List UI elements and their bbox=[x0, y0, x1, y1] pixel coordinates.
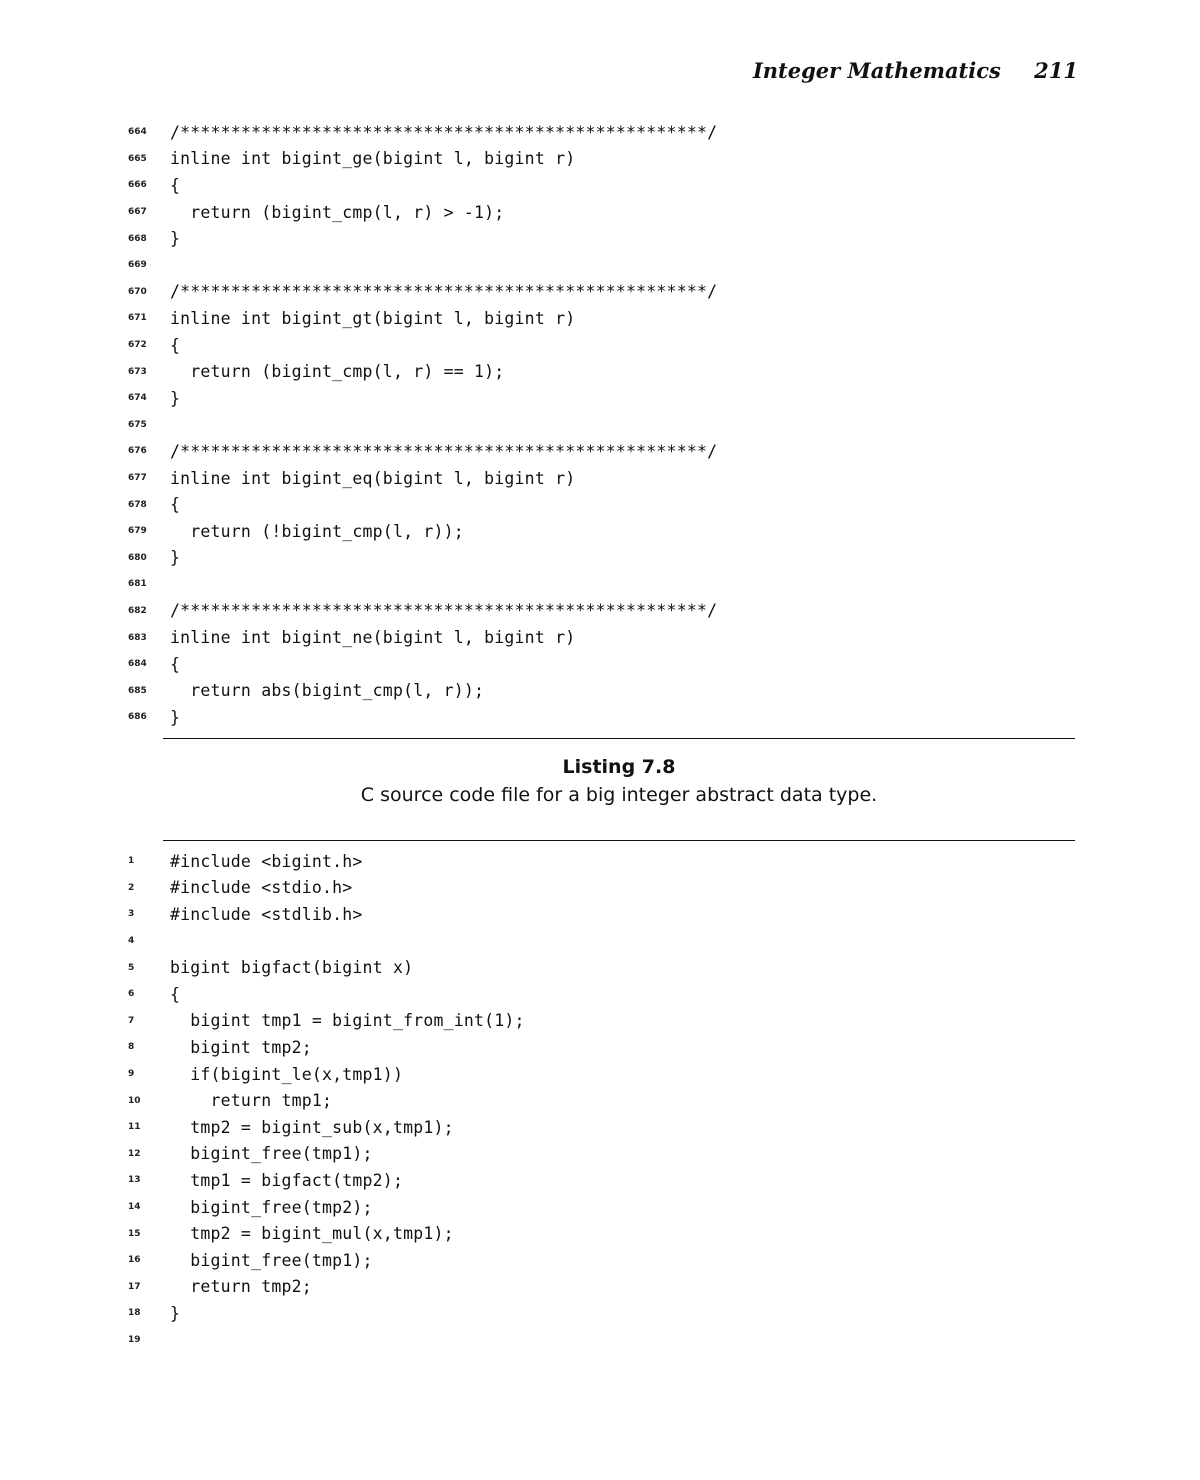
listing-start-rule bbox=[163, 840, 1075, 841]
line-number: 680 bbox=[128, 552, 147, 563]
line-number: 686 bbox=[128, 712, 147, 723]
code-line bbox=[128, 305, 1078, 332]
page-number: 211 bbox=[1034, 58, 1078, 83]
code-text: return tmp1; bbox=[170, 1091, 333, 1111]
code-line bbox=[128, 571, 1078, 598]
running-head bbox=[753, 58, 1078, 83]
code-text: return (bigint_cmp(l, r) == 1); bbox=[170, 362, 505, 382]
line-number: 671 bbox=[128, 313, 147, 324]
line-number: 678 bbox=[128, 499, 147, 510]
code-text: inline int bigint_ge(bigint l, bigint r) bbox=[170, 149, 576, 169]
code-line bbox=[128, 928, 1078, 955]
line-number: 12 bbox=[128, 1148, 141, 1159]
code-line bbox=[128, 465, 1078, 492]
code-text: bigint_free(tmp1); bbox=[170, 1144, 373, 1164]
line-number: 681 bbox=[128, 579, 147, 590]
code-text: } bbox=[170, 707, 181, 727]
code-text: } bbox=[170, 388, 181, 408]
code-line bbox=[128, 954, 1078, 981]
line-number: 664 bbox=[128, 127, 147, 138]
code-text: bigint tmp1 = bigint_from_int(1); bbox=[170, 1011, 525, 1031]
line-number: 676 bbox=[128, 446, 147, 457]
code-text: /****************************************************/ bbox=[170, 601, 718, 621]
code-line bbox=[128, 1327, 1078, 1354]
code-text: } bbox=[170, 229, 181, 249]
code-text: { bbox=[170, 175, 181, 195]
listing-caption: C source code file for a big integer abstract data type. bbox=[360, 784, 878, 806]
code-line bbox=[128, 545, 1078, 572]
code-line bbox=[128, 624, 1078, 651]
code-text: return (bigint_cmp(l, r) > -1); bbox=[170, 202, 505, 222]
line-number: 19 bbox=[128, 1334, 141, 1345]
code-text: inline int bigint_eq(bigint l, bigint r) bbox=[170, 468, 576, 488]
code-line bbox=[128, 901, 1078, 928]
code-text: } bbox=[170, 548, 181, 568]
line-number: 665 bbox=[128, 153, 147, 164]
code-line bbox=[128, 385, 1078, 412]
code-listing-continued bbox=[128, 119, 1078, 731]
code-text: tmp2 = bigint_sub(x,tmp1); bbox=[170, 1117, 454, 1137]
code-text: bigint_free(tmp1); bbox=[170, 1250, 373, 1270]
line-number: 4 bbox=[128, 936, 135, 947]
line-number: 5 bbox=[128, 962, 135, 973]
code-text: tmp2 = bigint_mul(x,tmp1); bbox=[170, 1224, 454, 1244]
code-line bbox=[128, 1220, 1078, 1247]
code-line bbox=[128, 598, 1078, 625]
code-text: } bbox=[170, 1303, 181, 1323]
line-number: 2 bbox=[128, 882, 135, 893]
line-number: 668 bbox=[128, 233, 147, 244]
code-line bbox=[128, 981, 1078, 1008]
code-text: bigint bigfact(bigint x) bbox=[170, 958, 414, 978]
code-text: { bbox=[170, 495, 181, 515]
code-line bbox=[128, 1167, 1078, 1194]
code-line bbox=[128, 1141, 1078, 1168]
code-text: #include <stdlib.h> bbox=[170, 904, 363, 924]
line-number: 674 bbox=[128, 393, 147, 404]
code-line bbox=[128, 119, 1078, 146]
line-number: 16 bbox=[128, 1255, 141, 1266]
line-number: 672 bbox=[128, 340, 147, 351]
code-line bbox=[128, 146, 1078, 173]
line-number: 685 bbox=[128, 685, 147, 696]
line-number: 675 bbox=[128, 419, 147, 430]
listing-end-rule bbox=[163, 738, 1075, 739]
code-line bbox=[128, 252, 1078, 279]
code-line bbox=[128, 875, 1078, 902]
line-number: 679 bbox=[128, 526, 147, 537]
line-number: 667 bbox=[128, 207, 147, 218]
code-line bbox=[128, 518, 1078, 545]
line-number: 673 bbox=[128, 366, 147, 377]
code-line bbox=[128, 225, 1078, 252]
line-number: 666 bbox=[128, 180, 147, 191]
code-text: { bbox=[170, 984, 181, 1004]
code-line bbox=[128, 1034, 1078, 1061]
code-line bbox=[128, 1247, 1078, 1274]
line-number: 7 bbox=[128, 1015, 135, 1026]
code-line bbox=[128, 438, 1078, 465]
code-text: inline int bigint_ne(bigint l, bigint r) bbox=[170, 628, 576, 648]
code-line bbox=[128, 1008, 1078, 1035]
code-text: bigint_free(tmp2); bbox=[170, 1197, 373, 1217]
code-text: if(bigint_le(x,tmp1)) bbox=[170, 1064, 404, 1084]
code-line bbox=[128, 1274, 1078, 1301]
code-line bbox=[128, 1194, 1078, 1221]
code-line bbox=[128, 704, 1078, 731]
code-line bbox=[128, 199, 1078, 226]
code-listing-7-8 bbox=[128, 848, 1078, 1353]
line-number: 683 bbox=[128, 632, 147, 643]
line-number: 9 bbox=[128, 1069, 135, 1080]
code-line bbox=[128, 491, 1078, 518]
code-line bbox=[128, 1061, 1078, 1088]
code-text: tmp1 = bigfact(tmp2); bbox=[170, 1170, 404, 1190]
code-line bbox=[128, 279, 1078, 306]
code-line bbox=[128, 1114, 1078, 1141]
line-number: 1 bbox=[128, 856, 135, 867]
line-number: 6 bbox=[128, 989, 135, 1000]
code-text: /****************************************************/ bbox=[170, 282, 718, 302]
line-number: 677 bbox=[128, 473, 147, 484]
chapter-title: Integer Mathematics bbox=[752, 58, 1001, 83]
line-number: 670 bbox=[128, 286, 147, 297]
code-text: bigint tmp2; bbox=[170, 1037, 312, 1057]
code-text: #include <stdio.h> bbox=[170, 878, 353, 898]
code-text: #include <bigint.h> bbox=[170, 851, 363, 871]
line-number: 684 bbox=[128, 659, 147, 670]
code-line bbox=[128, 412, 1078, 439]
line-number: 15 bbox=[128, 1228, 141, 1239]
code-text: /****************************************************/ bbox=[170, 122, 718, 142]
code-line bbox=[128, 1300, 1078, 1327]
line-number: 13 bbox=[128, 1175, 141, 1186]
code-line bbox=[128, 358, 1078, 385]
code-line bbox=[128, 172, 1078, 199]
listing-title: Listing 7.8 bbox=[562, 756, 676, 778]
line-number: 682 bbox=[128, 605, 147, 616]
line-number: 18 bbox=[128, 1308, 141, 1319]
line-number: 11 bbox=[128, 1122, 141, 1133]
code-text: inline int bigint_gt(bigint l, bigint r) bbox=[170, 308, 576, 328]
code-text: return abs(bigint_cmp(l, r)); bbox=[170, 681, 485, 701]
code-text: { bbox=[170, 335, 181, 355]
line-number: 669 bbox=[128, 260, 147, 271]
code-text: /****************************************************/ bbox=[170, 441, 718, 461]
code-line bbox=[128, 332, 1078, 359]
line-number: 14 bbox=[128, 1202, 141, 1213]
line-number: 3 bbox=[128, 909, 135, 920]
code-line bbox=[128, 677, 1078, 704]
code-line bbox=[128, 651, 1078, 678]
code-line bbox=[128, 848, 1078, 875]
code-text: { bbox=[170, 654, 181, 674]
code-text: return (!bigint_cmp(l, r)); bbox=[170, 521, 464, 541]
code-text: return tmp2; bbox=[170, 1277, 312, 1297]
line-number: 17 bbox=[128, 1281, 141, 1292]
code-line bbox=[128, 1087, 1078, 1114]
line-number: 10 bbox=[128, 1095, 141, 1106]
line-number: 8 bbox=[128, 1042, 135, 1053]
